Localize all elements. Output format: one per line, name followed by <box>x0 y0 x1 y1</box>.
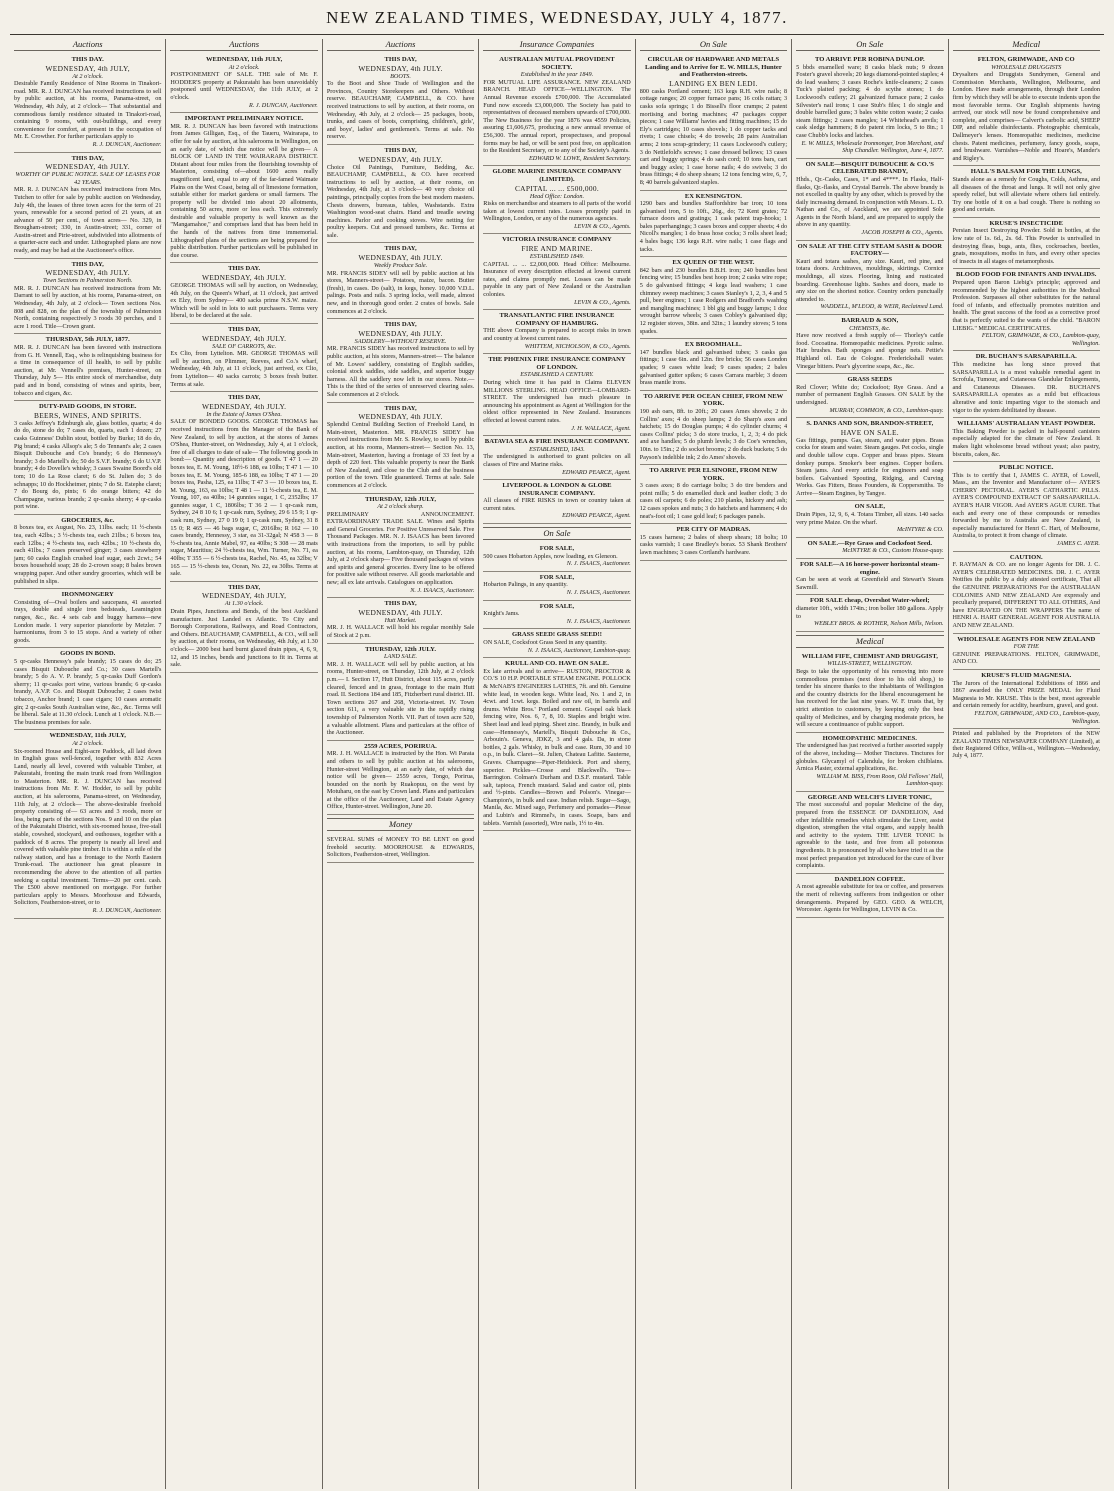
advertisement <box>14 54 161 153</box>
advertisement <box>483 54 630 166</box>
ad-sub: SALE OF CARROTS, &c. <box>212 342 277 350</box>
advertisement <box>170 54 317 113</box>
ad-sign: WADDELL, M'LEOD, & WEIR, Reclaimed Land. <box>820 303 944 311</box>
advertisement <box>796 418 943 501</box>
ad-lead: HOMŒOPATHIC MEDICINES. <box>822 734 917 742</box>
ad-sub: At 2 o'clock. <box>72 72 104 80</box>
ad-sub: CHEMISTS, &c. <box>849 324 891 332</box>
advertisement <box>483 480 630 524</box>
advertisement <box>483 234 630 310</box>
ad-body: Hhds., Qr.-Casks, Cases, 1* and 4****. In Flasks, Half-flasks, Qr.-flasks, and Crystal Barrels. The above brandy is not excelled in quality by any other, which is proved by the daily increasing demand. In conjunction with Messrs. L. D. Nathan and Co., of Auckland, we are appointed Sole Agents in the North Island, and are prepared to supply the above in any quantity. <box>796 175 944 229</box>
advertisement <box>327 145 474 244</box>
advertisement <box>327 598 474 643</box>
masthead: NEW ZEALAND TIMES, WEDNESDAY, JULY 4, 1877. <box>10 8 1104 35</box>
ad-lead: BARRAUD & SON, <box>841 317 899 324</box>
advertisement <box>14 153 161 259</box>
ad-body: Red Clover; White do; Cocksfoot; Rye Grass. And a number of permanent English Grasses. ON SALE by the undersigned. <box>796 383 944 406</box>
ad-sub: WHOLESALE DRUGGISTS <box>991 63 1062 71</box>
ad-body: Splendid Central Building Section of Freehold Land, in Main-street, Masterton. MR. FRANCIS SIDEY has received instructions from Mr. S. Rowley, to sell by public auction, at his rooms, Manners-street— Section No. 13, Main-street, Masterton, having a frontage of 33 feet by a depth of 220 feet. This valuable property is near the Bank of New Zealand, and close to the Club and the business portion of the town. Title guaranteed. Terms at sale. Sale commences at 2 o'clock. <box>326 421 475 489</box>
ad-body: 5 bbds enamelled ware; 8 casks black nuts; 9 dozen Foster's gravel shovels; 20 kegs diamond-pointed staples; 4 do lead washers; 3 cases Roche's knife-cleaners; 2 cases Tuck's plaited packing; 4 do scythe stones; 1 do Lockwood's cutlery; 21 galvanized furnace pans; 2 casks Silvester's nail irons; 1 case Stub's files; 1 do single and double barrelled guns; 3 bales white cotton waste; 2 casks steam fittings; 2 cases mangles; 14 Whitehead's anvils; 1 cask sledge hammers; 8 do patent rim locks, 5 to 8in.; 1 case Chubb's locks and latches. <box>796 63 944 139</box>
ad-sign: McINTYRE & CO., Custom House-quay. <box>842 547 944 555</box>
advertisement <box>170 324 317 392</box>
ad-sub: Town Sections in Palmerston North. <box>43 277 133 285</box>
advertisement <box>796 315 943 374</box>
medical-advertisement <box>796 651 943 733</box>
ad-lead: EX QUEEN OF THE WEST. <box>672 259 755 267</box>
ad-lead: FOR SALE, <box>539 545 575 553</box>
ad-lead: THIS DAY, <box>384 600 417 608</box>
ad-body: SALE OF BONDED GOODS. GEORGE THOMAS has received instructions from the Manager of the Bank of New Zealand, to sell by auction, at the stores of James O'Shea, Hunter-street, on Wednesday, July 4, at 1 o'clock, free of all charges to date of sale— The following goods in bond:— Quantity and description of goods. T 47 1 — 20 boxes tea, E. M. Young, 18½-6 188, ea 10lbs; T 47 1 — 10 boxes tea, E. M. Young, 185-6 188, ea 10lbs; T 47 1 — 20 boxes tea, Pasha, 125, ea 11lbs; T 47 3 — 10 boxes tea, E. M. Young, 163, ea 10lbs; T 48 1 — 11 ½-chests tea, E. M. Young, 107, ea 40lbs; 14 gunnies sugar, 1 C, 2352lbs; 17 gunnies sugar, 1 C, 1806lbs; T 36 2 — 1 qr-cask rum, Sydney, 24 8 10 6; 1 qr-cask rum, Sydney, 29 6 15 9; 1 qr-cask rum, Sydney, 27 0 19 0; 1 qr-cask rum, Sydney, 31 8 15 0; R 465 — 46 bags sugar, C, 2016lbs; R 162 — 10 cases brandy, Hennessy, 3 star, ea 31-32gal; N 458 3 — 8 ½-chests tea, Annie Mabel, 97, ea 40lbs; S 308 — 28 mats sugar, Mauritius; 24 ½-chests tea, Wm. Turner, No. 71, ea 40lbs; T 355 — 6 ½-chests tea, Rachel, No. 45, ea 32lbs; V 165 — 15 ½-chests tea, Ocean, No. 22, ea 30lbs. Terms at sale. <box>170 418 318 578</box>
advertisement <box>796 595 943 631</box>
ad-sub: Weekly Produce Sale. <box>373 262 428 270</box>
advertisement <box>640 524 787 560</box>
ad-sign: WILLIAM M. BISS, From Roon, Old Fellows' Hall, Lambton-quay. <box>816 772 944 788</box>
columns <box>10 39 1104 1489</box>
ad-lead: THIS DAY, <box>384 56 417 63</box>
ad-body: Drysalters and Druggists Sundrymen, General and Commission Merchants, Wellington, Melbourne, and London. Have made arrangements, through their London firm by which they will be able to execute indents upon the most favorable terms. Our English shipments having arrived, our stock will now be found comprehensive and complete, and comprises— Calvert's carbolic acid, SHEEP DIP, and reliable disinfectants. Photographic chemicals, Dallmeyer's lenses. Homœopathic medicines, medicine chests. Patent medicines, perfumery, fancy goods, soaps, and brushware. Varnishes—Noble and Hoare's, Mander's and Rigley's. <box>952 71 1100 162</box>
ad-body: Consisting of—Oval boilers and saucepans, 41 assorted trays, double and single iron bedsteads, Leamington ranges, &c., &c. 4 sets cab and buggy harness—new London made. 1 very superior pianoforte by Metzler. 7 harmoniums, from 3 to 15 stops. And a variety of other goods. <box>14 598 162 644</box>
advertisement <box>796 54 943 159</box>
ad-body: SEVERAL SUMS of MONEY TO BE LENT on good freehold security. MOORHOUSE & EDWARDS, Solicitors, Featherston-street, Wellington. <box>326 836 475 859</box>
advertisement <box>796 241 943 315</box>
ad-sub: FOR THE <box>1013 643 1039 651</box>
advertisement <box>796 538 943 559</box>
ad-lead: PUBLIC NOTICE. <box>999 464 1054 472</box>
ad-lead: FOR SALE, <box>539 602 575 610</box>
advertisement <box>14 259 161 335</box>
advertisement <box>796 374 943 418</box>
ad-body: 190 ash oars, 8ft. to 20ft.; 20 cases Ames shovels; 2 do Collins' axes; 4 do sheep lamps; 2 do Sharp's axes and hatchets; 15 do Douglas pumps; 4 do cylinder churns; 4 cases Collins' picks; 3 do store trucks, 1, 2, 3; 4 do pick and axe handles; 5 do plumb levels; 3 do Coe's wrenches, 10in. to 15in.; 2 do socket brooms; 2 do duck buckets; 5 do Payson's indelible ink; 2 do Ames' shovels. <box>639 407 788 461</box>
ad-body: MR. R. J. DUNCAN has received instructions from Mrs. Tutchen to offer for sale by public auction on Wednesday, July 4th, the leases of three town acres for the term of 21 years, renewable for a second period of 21 years, at an advance of 50 per cent., of town acres— No. 329, in Brougham-street; 330, in Austin-street; 331, corner of Austin-street and Pirie-street, subdivided into allotments of a quarter-acre each and under. Lithographed plans are now ready, and may be had at the Auctioneer's office. <box>14 186 162 255</box>
ad-body: 1290 bars and bundles Staffordshire bar iron; 10 tons galvanised iron, 5 to 10ft., 26g., do; 72 Kent grates; 72 furnace doors and gratings; 1 cask patent trap-hooks; 1 bales paperhangings; 3 cases boxes and copper sheets; 4 do Nicoll's mangles; 1 do brass hose cocks; 3 rolls sheet lead; 4 bales bags; 136 kegs R.H. wire nails; 1 case flags and tacks. <box>639 200 788 253</box>
medical-header: Medical <box>796 635 943 648</box>
ad-body: Persian Insect Destroying Powder. Sold in bottles, at the low rate of 1s. 6d., 2s. 6d. This Powder is unrivalled in destroying fleas, bugs, ants, flies, cockroaches, beetles, gnats, mosquitoes, moths in furs, and every other species of insects in all stages of metamorphosis. <box>952 227 1100 265</box>
ad-sign: EDWARD PEARCE, Agent. <box>562 512 631 520</box>
column-3 <box>323 39 479 1489</box>
column-5 <box>636 39 792 1489</box>
column-1 <box>10 39 166 1489</box>
ad-body: F. RAYMAN & CO. are no longer Agents for DR. J. C. AYER'S CELEBRATED MEDICINES. DR. J. C. AYER Notifies the public by a duly attested certificate, That all the GENUINE PREPARATIONS For the AUSTRALIAN COLONIES AND NEW ZEALAND Are expressly and peculiarly prepared, DIFFERENT TO ALL OTHERS, And have ENGRAVED ON THE WRAPPERS The name of HENRI A. HART GENERAL AGENT FOR AUSTRALIA AND NEW ZEALAND. <box>952 561 1100 629</box>
ad-lead: EX KENSINGTON. <box>684 192 742 200</box>
advertisement <box>953 351 1100 418</box>
ad-title: WEDNESDAY, 4th JULY. <box>358 154 443 164</box>
ad-lead: WEDNESDAY, 11th JULY, <box>205 56 283 63</box>
ad-lead: THIS DAY, <box>384 245 417 253</box>
ad-body: Prepared upon Baron Liebig's principle; approved and recommended by the highest authorities in the Medical Profession. Surpasses all other substitutes for the natural food of infants, and effectually promotes nutrition and health. The great success of the food as a corrective proof that is perfectly suited to the wants of the child. "BARON LIEBIG." MEDICAL CERTIFICATES. <box>952 279 1100 332</box>
ad-lead: PER CITY OF MADRAS. <box>676 526 751 534</box>
ad-lead: IRONMONGERY <box>61 591 114 599</box>
advertisement <box>327 741 474 815</box>
ad-sub: LAND SALE. <box>384 653 418 661</box>
ad-body: Hobarton Palings, in any quantity. <box>483 581 568 589</box>
ad-lead: WEDNESDAY, 11th JULY, <box>49 732 126 740</box>
ad-body: MR. FRANCIS SIDEY has received instructions to sell by public auction, at his stores, Manners-street— The balance of Mr. Lowes' saddlery, consisting of English saddles, colonial stock saddles, side saddles, and superior buggy harness. All the saddlery now left in our stores. Note.—This is the third of the series of unreserved clearing sales. Sale commences at 2 o'clock. <box>326 345 475 398</box>
ad-lead: ON SALE—BISQUIT DUBOUCHE & CO.'S CELEBRATED BRANDY, <box>805 160 934 176</box>
column-header: Medical <box>953 39 1100 51</box>
advertisement <box>170 113 317 263</box>
ad-body: MR. R. J. DUNCAN has received instructions from Mr. Darrant to sell by auction, at his rooms, Panama-street, on Wednesday, 4th July, at 2 o'clock— Town sections Nos. 808 and 828, on the plan of the township of Palmerston North, containing respectively 3 roods 30 perches, and 1 acre 1 rood. Title—Crown grant. <box>14 284 162 330</box>
ad-sign: McINTYRE & CO. <box>896 526 944 534</box>
ad-lead: THIS DAY, <box>384 404 417 412</box>
advertisement <box>483 166 630 234</box>
ad-lead: IMPORTANT PRELIMINARY NOTICE. <box>184 115 304 123</box>
ad-lead: FOR SALE cheap, Overshot Water-wheel; <box>810 597 930 605</box>
advertisement <box>170 392 317 582</box>
ad-lead: WHOLESALE AGENTS FOR NEW ZEALAND <box>957 635 1096 643</box>
ad-lead: GLOBE MARINE INSURANCE COMPANY (LIMITED). <box>492 168 622 183</box>
advertisement <box>483 310 630 354</box>
ad-lead: WILLIAMS' AUSTRALIAN YEAST POWDER. <box>957 420 1096 428</box>
advertisement <box>640 257 787 339</box>
ad-lead: TO ARRIVE PER OCEAN CHIEF, FROM NEW YORK. <box>643 392 784 408</box>
imprint-footer: Printed and published by the Proprietors of the NEW ZEALAND TIMES NEWSPAPER COMPANY (Limited), at their Registered Office, Willis-st., Wellington.—Wednesday, July 4, 1877. <box>952 731 1100 760</box>
ad-body: This is to certify that I, JAMES C. AYER, of Lowell, Mass., am the Inventor and Manufacturer of— AYER'S CHERRY PECTORAL. AYER'S CATHARTIC PILLS. AYER'S COMPOUND EXTRACT OF SARSAPARILLA. AYER'S HAIR VIGOR. And AYER'S AGUE CURE. That each and every one of these compounds or remedies forwarded by me to Australia are New Zealand, is especially manufactured for Henri C. Hart, of Melbourne, Australia, to protect it from change of climate. <box>952 471 1100 540</box>
ad-sign: J. H. WALLACE, Agent. <box>571 424 631 432</box>
advertisement <box>953 269 1100 351</box>
advertisement <box>327 403 474 494</box>
ad-lead: THE PHŒNIX FIRE INSURANCE COMPANY OF LONDON. <box>488 356 626 371</box>
column-header: On Sale <box>796 39 943 51</box>
ad-sign: JACOB JOSEPH & CO., Agents. <box>861 229 944 237</box>
medical-advertisement <box>796 792 943 874</box>
ad-body: Drain Pipes, Junctions and Bends, of the best Auckland manufacture. Just Landed ex Atlantic. To City and Borough Corporations, Railways, and Road Contractors, and Others. BEAUCHAMP, CAMPBELL, & CO., will sell by auction, at their rooms, on Wednesday, 4th July, at 1.30 o'clock— 2000 best hard burnt glazed drain pipes, 4, 6, 9, 12, and 15 inches, bends and junctions to fit in. Terms at sale. <box>170 608 318 669</box>
ad-lead: DR. BUCHAN'S SARSAPARILLA. <box>975 353 1077 361</box>
ad-body: CAPITAL ... ... £2,000,000. Head Office: Melbourne. Insurance of every description effected at lowest current rates, and claims promptly met. Losses can be made payable in any part of New Zealand or the Australian colonies. <box>483 260 631 299</box>
ad-lead: AUSTRALIAN MUTUAL PROVIDENT SOCIETY. <box>499 56 615 71</box>
ad-lead: DUTY-PAID GOODS, IN STORE. <box>38 403 137 411</box>
on-sale-advertisement <box>483 629 630 658</box>
ad-title: WEDNESDAY, 4th JULY. <box>201 273 287 283</box>
column-header: Auctions <box>14 39 161 51</box>
ad-lead: S. DANKS AND SON, BRANDON-STREET, <box>806 420 934 428</box>
ad-lead: THIS DAY, <box>228 326 261 333</box>
ad-title: CAPITAL ... ... £500,000. <box>514 183 599 193</box>
advertisement <box>14 515 161 589</box>
ad-lead: KRUSE'S FLUID MAGNESIA. <box>981 671 1072 679</box>
ad-lead: BATAVIA SEA & FIRE INSURANCE COMPANY. <box>484 438 630 446</box>
ad-lead: THIS DAY. <box>71 56 104 63</box>
advertisement <box>640 54 787 191</box>
medical-advertisement <box>796 733 943 792</box>
ad-title: WEDNESDAY, 4th JULY. <box>45 162 130 172</box>
advertisement <box>14 401 161 515</box>
ad-body: The Jurors of the International Exhibitions of 1866 and 1867 awarded the ONLY PRIZE MEDAL for Fluid Magnesia to Mr. KRUSE. This is the best, most agreeable and certain remedy for acidity, heartburn, gravel, and gout. <box>952 679 1100 710</box>
ad-sub: Head Office: London. <box>529 192 585 200</box>
ad-body: 147 bundles black and galvanised tubes; 3 casks gas fittings; 1 case 6in. and 12in. fire bricks; 56 cases London spades; 9 cases white lead; 9 cases spades; 2 bales galvanised gutter spikes; 6 cases Carrara marble; 3 dozen brass mantle irons. <box>639 348 788 387</box>
ad-sub: ESTABLISHED, 1843. <box>529 445 585 453</box>
ad-body: The undersigned is authorised to grant policies on all classes of Fire and Marine risks. <box>483 453 631 468</box>
advertisement <box>14 730 161 918</box>
ad-lead: FOR SALE—A 16 horse-power horizontal steam-engine. <box>800 561 940 576</box>
ad-body: 8 boxes tea, ex August, No. 23, 11lbs. each; 11 ½-chests tea, each 42lbs.; 3 ½-chests tea, each 21lbs.; 6 boxes tea, each 12lbs.; 4 ½-chests tea, each 42lbs.; 10 ½-chests do, each 41lbs.; 7 cases preserved ginger; 3 cases strawberry jam; 60 casks English crushed loaf sugar, each 2cwt.; 54 boxes household soap; 28 do 2-crown soap; 8 bales brown wrapping paper. And other sundry groceries, which will be published in slips. <box>14 524 162 585</box>
on-sale-advertisement <box>483 543 630 572</box>
ad-lead: KRULL AND CO. HAVE ON SALE. <box>505 660 609 668</box>
ad-sign: E. W. MILLS, Wholesale Ironmonger, Iron Merchant, and Ship Chandler. Wellington, June 4, 1877. <box>801 139 944 155</box>
ad-body: diameter 10ft., width 174in.; iron boller 180 gallons. Apply to <box>796 605 944 620</box>
ad-lead: TO ARRIVE PER ELSINORE, FROM NEW YORK. <box>649 467 778 482</box>
ad-sign: EDWARD PEARCE, Agent. <box>562 468 631 476</box>
column-header: On Sale <box>640 39 787 51</box>
ad-lead: TO ARRIVE PER ROBINA DUNLOP. <box>814 56 925 63</box>
ad-body: MR. J. H. WALLACE will hold his regular monthly Sale of Stock at 2 p.m. <box>326 624 475 639</box>
advertisement <box>953 634 1100 670</box>
column-4 <box>479 39 635 1489</box>
ad-body: Gas fittings, pumps. Gas, steam, and water pipes. Brass cocks for steam and water. Steam gauges. Pet cocks, single and double tallow cups. Copper and brass pipes. Steam donkey pumps. Smoker's beer engines. Copper boilers. Steam jams. And every article for engineers and soap boilers. Galvanised Spouting, Ridging, and Curving Works. Gas Fitters, Brass Founders, & Coppersmiths. To Arrive—Steam Engines, by Tangye. <box>796 436 944 497</box>
ad-sub: At 1.30 o'clock. <box>224 600 264 608</box>
ad-lead: VICTORIA INSURANCE COMPANY <box>502 236 612 244</box>
ad-title: FIRE AND MARINE. <box>521 244 593 254</box>
ad-lead: GRASS SEED! GRASS SEED!! <box>511 631 602 639</box>
ad-sign: N. J. ISAACS, Auctioneer. <box>566 560 631 568</box>
ad-body: Drain Pipes, 12, 9, 6, 4. Totara Timber, all sizes. 140 sacks very prime Maize. On the wharf. <box>796 511 944 526</box>
ad-lead: THIS DAY, <box>71 260 104 268</box>
advertisement <box>327 54 474 145</box>
ad-lead: THIS DAY, <box>228 583 261 591</box>
ad-title: WEDNESDAY, 4th JULY. <box>201 333 287 343</box>
ad-body: This Baking Powder is packed in half-pound canisters especially adapted for the climate of New Zealand. It makes light wholesome bread without yeast; also pastry, biscuits, cakes, &c. <box>952 427 1100 458</box>
ad-title: LANDING EX BEN LEDI. <box>669 78 758 88</box>
ad-body: During which time it has paid in Claims ELEVEN MILLIONS STERLING. HEAD OFFICE—LOMBARD-STREET. The undersigned has much pleasure in announcing his appointment as Agent at Wellington for the oldest office represented in New Zealand. Insurances effected at lowest current rates. <box>483 378 631 424</box>
ad-title: WEDNESDAY, 4th JULY. <box>358 253 443 263</box>
ad-lead: THURSDAY, 12th JULY, <box>365 495 436 503</box>
ad-sign: JAMES C. AYER. <box>1056 540 1100 548</box>
ad-body: MR. FRANCIS SIDEY will sell by public auction at his stores, Manners-street— Potatoes, maize, bacon. Butter (fresh), in cases. Do (salt), in kegs, honey. 10,000 V.D.L. palings. Posts and rails. 3 spring locks, well made, almost new, and in thorough good order. 2 crates of bowls. Sale commences at 2 o'clock. <box>326 269 475 315</box>
ad-sub: WORTHY OF PUBLIC NOTICE. SALE OF LEASES FOR 42 YEARS. <box>15 171 160 186</box>
on-sale-header: On Sale <box>483 527 630 540</box>
ad-body: 800 casks Portland cement; 163 kegs R.H. wire nails; 8 cottage ranges; 20 copper furnace pans; 16 coils rattan; 3 casks sofa springs; 1 do Bissell's floor cramps; 2 patent mortising and boring machines; 47 packages copper pieces; 1 case Williams' havies and fitting machines; 15 do Ely's cartridges; 10 cases shovels; 1 do copper tacks and rivets; 1 case chisels; 4 do trowels; 28 pairs Australian arms; 2 tons scrap-grindery; 11 cases Lockwood's cutlery; 3 do Nettlefold's screws; 1 case dressed bellows; 13 cases cart and buggy springs; 4 do sash cord; 10 tons bars, cart and buggy axles; 1 case horse nails; 4 do swivels; 3 do brass fittings; 4 do sheep shears; 12 tons fencing wire, 6, 7, 8; 40 barrels galvanized staples. <box>639 87 788 186</box>
ad-body: Ex late arrivals and to arrive— RUSTON, PROCTOR & CO.'S 10 H.P. PORTABLE STEAM ENGINE. POLLOCK & McNAB'S ENGINEERS LATHES, 7ft. and 8ft. Genuine white lead, in wooden kegs. White lead, No. 1 and 2, in 4cwt. and 1cwt. kegs. Boiled and raw oil, in barrels and drums. White Bros.' Portland cement. Gospel oak black fencing wire, Nos. 6, 7, 8, 10. Staples and bright wire. Sheet lead and lead piping. Sheet zinc. Brandy, in bulk and case—Hennessy's, Martell's, Bisquit Dubouche & Co., Arbouin's. Geneva, JDKZ, 3 and 4 gals. Da, in stone bottles, 2 gals. Whisky, in bulk and case. Rum, 30 and 10 o.p., in bulk. Claret—St. Julien, Chateau Lafitte. Sauterne, Graves. Champagne—Piper-Heidsieck. Port and sherry, superior. Pickles—Crosse and Blackwell's. Tea—Barrington. Colman's Durham and D.S.F. mustard. Table salt, tapioca, French mustard. Salad and castor oil, pints and ½-pints. Candles—Brown and Polson's. Vinegar—Champion's, in bulk and case. Indian relish. Sugar—Sago, Manila, &c. Mixed sago, Perfumery and pomades—Piesse and Lubin's and Rimmel's, in cases. Soaps, bars and tablets. Varnish (assorted), Wire nails, 1½ to 4in. <box>483 667 631 827</box>
medical-advertisement <box>796 874 943 918</box>
advertisement <box>14 648 161 730</box>
ad-body: Risks on merchandise and steamers to all parts of the world taken at lowest current rates. Losses promptly paid in Wellington, London, or any of the numerous agencies. <box>483 200 631 223</box>
ad-sign: LEVIN & CO., Agents. <box>574 298 631 306</box>
ad-body: THE above Company is prepared to accept risks in town and country at lowest current rates. <box>483 327 631 342</box>
ad-sign: N. J. ISAACS, Auctioneer. <box>566 617 631 625</box>
ad-body: MR. R. J. DUNCAN has been favored with instructions from G. H. Vennell, Esq., who is relinquishing business for a time in consequence of ill health, to sell by public auction, at Mr. Vennell's premises, Hunter-street, on Thursday, July 5— His entire stock of merchandise, duty paid and in bond, consisting of wines and spirits, beer, tobacco and cigars, &c. <box>14 344 162 397</box>
ad-sub: ESTABLISHED A CENTURY. <box>520 371 594 379</box>
ad-lead: CAUTION. <box>1009 553 1043 561</box>
advertisement <box>327 644 474 741</box>
ad-body: Ex Clio, from Lyttelton. MR. GEORGE THOMAS will sell by auction, on Plimmer, Reeves, and Co.'s wharf, Wednesday, 4th July, at 11 o'clock, just arrived, ex Clio, from Lyttelton— 40 sacks carrots; 3 boxes fresh butter. Terms at sale. <box>170 350 318 388</box>
column-7 <box>949 39 1104 1489</box>
advertisement <box>640 191 787 258</box>
ad-title: WEDNESDAY, 4th JULY. <box>358 328 443 338</box>
column-2 <box>166 39 322 1489</box>
ad-sign: FELTON, GRIMWADE, AND CO., Lambton-quay, Wellington. <box>974 709 1100 725</box>
ad-body: 3 cases axes; 8 do carriage bolts; 3 do tire benders and point mills; 5 do enamelled duck and leather cloth; 3 do cases oil carpets; 6 do poles; 210 planks, hickory and ash; 12 cases spokes and nuts; 3 do hatchets and hammers; 4 do neat's-foot oil; 1 case gold leaf; 6 packages panels. <box>639 482 788 520</box>
ad-body: A most agreeable substitute for tea or coffee, and preserves the merit of relieving sufferers from indigestion or other derangements. Prepared by GEO. GEO. & WELCH, Worcester. Agents for Wellington, LEVIN & Co. <box>796 883 944 914</box>
advertisement <box>796 559 943 595</box>
ad-body: Begs to take the opportunity of his removing into more commodious premises (next door to his old shop,) to tender his sincere thanks to the inhabitants of Wellington and the country districts for the liberal encouragement he has received for the last nine years. W. F. trusts that, by strict attention to customers, by keeping only the best quality of Medicines, and by charging moderate prices, he will secure a continuance of public support. <box>796 667 944 729</box>
ad-lead: HALL'S BALSAM FOR THE LUNGS, <box>970 168 1082 176</box>
ad-lead: CIRCULAR OF HARDWARE AND METALS Landing and to Arrive for E. W. MILLS, Hunter and Featherston-streets. <box>645 56 782 79</box>
on-sale-advertisement <box>483 658 630 831</box>
ad-body: FOR MUTUAL LIFE ASSURANCE. NEW ZEALAND BRANCH. HEAD OFFICE—WELLINGTON. The Annual Revenue exceeds £700,000. The Accumulated Fund now exceeds £3,000,000. The Society has paid to representatives of deceased members upwards of £700,000. The New Business for the year 1876 was 4559 Policies, assuring £1,606,675, producing a new annual revenue of £56,300. The annual report, prospectuses, and proposal forms may be had, or will be sent post free, on application to the Resident Secretary, or to any of the Society's Agents. <box>483 78 631 155</box>
ad-body: MR. J. H. WALLACE is instructed by the Hon. Wi Parata and others to sell by public auction at his salerooms, Hunter-street Wellington, at an early date, of which due notice will be given— 2559 acres, Tongo, Porirua, bounded on the north by Ruakopuu, on the west by Motuharu, on the east by Crown land. Plans and particulars at the office of the Auctioneer, Land and Estate Agency Office, Hunter-street. Wellington, June 20. <box>326 750 475 811</box>
ad-body: GENUINE PREPARATIONS. FELTON, GRIMWADE, AND CO. <box>952 650 1100 666</box>
ad-body: 842 bars and 230 bundles B.B.H. iron; 240 bundles best fencing wire; 15 bundles best hoop iron; 2 casks wire rope; 5 do galvanised fittings; 4 kegs lead washers; 1 case chimney sweep machines; 3 cases Stanley's 1, 2, 3, 4 and 5 pull, beer engines; 1 case Rodgers and Bradford's washing and mangling machines; 1 bbl gig and buggy lamps; 1 doz wrought barrow wheels; 3 cases Cobley's galvanised dip; 12 register stoves, 38in. and 32in.; 1 laundry stoves; 5 tons spades. <box>639 266 788 335</box>
ad-sign: MURRAY, COMMON, & CO., Lambton-quay. <box>829 406 944 414</box>
ad-body: To the Boot and Shoe Trade of Wellington and the Provinces, Country Storekeepers and Others. Without reserve. BEAUCHAMP, CAMPBELL, & CO. have received instructions to sell by auction, at their rooms, on Wednesday, 4th July, at 2 o'clock— 25 packages, boots, trunks, and cases of boots, comprising, children's, girls', and boys', ladies' and gentlemen's. Terms at sale. No reserve. <box>326 80 475 141</box>
ad-sub: At 2 o'clock. <box>72 739 104 747</box>
ad-sign: FELTON, GRIMWADE, & CO., Lambton-quay, Wellington. <box>981 332 1100 347</box>
advertisement <box>327 243 474 319</box>
ad-sign: N. J. ISAACS, Auctioneer. <box>410 586 475 594</box>
advertisement <box>953 218 1100 270</box>
advertisement <box>170 582 317 673</box>
ad-body: Have now received a fresh supply of— Thorley's cattle food. Cocoatina. Homœopathic medicines. Pyrotic sulme. Hair brushes. Bath sponges and sponge nets. Pettie's Highland oil. Eau de Cologne. Frederickshall water. Vinegar bitters. Pear's glycerine soaps, &c., &c. <box>796 332 944 370</box>
ad-lead: FELTON, GRIMWADE, AND CO <box>977 56 1075 63</box>
advertisement <box>640 465 787 524</box>
ad-body: Knight's Jams. <box>483 610 520 618</box>
ad-sign: R. J. DUNCAN, Auctioneer. <box>249 101 318 109</box>
ad-lead: KRUSE'S INSECTICIDE <box>989 219 1063 227</box>
ad-lead: BLOOD FOOD FOR INFANTS AND INVALIDS. <box>956 271 1097 279</box>
ad-lead: WILLIAM FIFE, CHEMIST AND DRUGGIST, <box>801 652 938 660</box>
ad-body: 15 cases harness; 2 bales of sheep shears; 18 bolts; 10 casks varnish; 1 case Bradley's borax. 53 Shank Brothers' lawn machines; 3 cases Cortland's hardware. <box>639 533 788 557</box>
advertisement <box>483 354 630 436</box>
ad-sub: WILLIS-STREET, WELLINGTON. <box>827 660 913 668</box>
ad-body: This medicine has long since proved that SARSAPARILLA is a most valuable remedial agent in Scrofula, Tumour, and Cutaneous Glandular Enlargements, and Cutaneous Diseases. DR. BUCHAN'S SARSAPARILLA operates as a mild but efficacious alterative and tonic imparting vigor to the stomach and vigor to the system debilitated by disease. <box>952 360 1100 414</box>
advertisement <box>327 494 474 599</box>
ad-title: WEDNESDAY, 4th JULY. <box>358 412 443 422</box>
ad-lead: 2559 ACRES, PORIRUA. <box>364 742 437 750</box>
on-sale-advertisement <box>483 601 630 630</box>
advertisement <box>14 589 161 648</box>
column-header: Auctions <box>170 39 317 51</box>
ad-lead: THURSDAY, 12th JULY. <box>365 645 436 653</box>
ad-body: PRELIMINARY ANNOUNCEMENT. EXTRAORDINARY TRADE SALE. Wines and Spirits and General Groceries. For Positive Unreserved Sale. Five Thousand Packages. MR. N. J. ISAACS has been favored with instructions from the importers, to sell by public auction, at his rooms, Lambton-quay, on Thursday, 12th July, at 2 o'clock sharp— Five thousand packages of wines and spirits and general groceries. Every line to be offered for positive sale without reserve. All goods marketable and new; all ex late arrivals. Catalogues on application. <box>326 510 475 587</box>
ad-sub: BOOTS. <box>390 72 411 80</box>
ad-sub: Established in the year 1849. <box>520 71 594 79</box>
ad-body: 500 cases Hobarton Apples, now loading, ex Gleneon. <box>483 552 618 560</box>
ad-sub: In the Estate of James O'Shea. <box>206 410 282 418</box>
ad-title: BEERS, WINES, AND SPIRITS. <box>33 410 142 420</box>
advertisement <box>953 166 1100 218</box>
ad-lead: GEORGE AND WELCH'S LIVER TONIC, <box>807 793 932 801</box>
ad-lead: GOODS IN BOND. <box>60 650 116 658</box>
ad-body: Kauri and totara sashes, any size. Kauri, red pine, and totara doors. Architraves, mouldings, skirtings. Cornice mouldings, all sizes. Flooring, lining and rusticated boarding. Greenhouse lights. Sashes and doors, made to any size on the shortest notice. Country orders punctually attended to. <box>796 257 944 303</box>
ad-body: POSTPONEMENT OF SALE. THE sale of Mr. F. HODDER'S property at Pakuratahi has been unavoidably postponed until WEDNESDAY, the 11th JULY, at 2 o'clock. <box>170 71 318 101</box>
ad-sub: At 2 o'clock sharp. <box>377 503 424 511</box>
ad-lead: EX BROOMHALL. <box>685 341 742 349</box>
advertisement <box>640 391 787 465</box>
ad-lead: THIS DAY, <box>228 394 261 402</box>
advertisement <box>14 334 161 401</box>
ad-title: WEDNESDAY, 4th JULY, <box>45 63 130 73</box>
ad-body: 3 casks Jeffrey's Edinburgh ale, glass bottles, quarts; 4 do do do, stone do do; 7 cases do, quarts, each 1 dozen; 27 casks Guinness' Dublin stout, bottled by Burke; 18 do do, Pig brand; 4 casks Allsop's ale; 5 do Tennant's ale; 2 cases Bisquit Dubouche and Co's brandy; 6 do Hennessy's brandy; 3 do Martell's do; 50 do S.V.F. brandy; 6 do U.V.P. brandy; 4 do Dovelle's whisky; 3 cases Swaine Boord's old tom; 10 do La Rose claret; 6 do St. Julien do; 3 do schnapps; 10 do Hockheimer, pints; 7 do St. Estephe claret; 7 do Bourg do, pints; 6 do orange bitters; 42 do Champagne, various brands; 2 qr-casks sherry; 4 qr-casks port wine. <box>14 419 162 511</box>
ad-lead: THURSDAY, 5th JULY, 1877. <box>45 336 130 344</box>
ad-lead: THIS DAY. <box>228 265 261 273</box>
ad-title: WEDNESDAY, 4th JULY, <box>201 591 287 601</box>
ad-sign: WHITTEM, NICHOLSON, & CO., Agents. <box>524 342 631 350</box>
column-header: Auctions <box>327 39 474 51</box>
ad-sign: N. J. ISAACS, Auctioneer, Lambton-quay. <box>527 646 631 654</box>
ad-lead: GRASS SEEDS <box>847 376 893 384</box>
ad-lead: TRANSATLANTIC FIRE INSURANCE COMPANY OF HAMBURG. <box>499 312 615 327</box>
ad-lead: ON SALE.—Rye Grass and Cocksfoot Seed. <box>807 539 933 547</box>
ad-body: MR. R. J. DUNCAN has been favored with instructions from James Gilligan, Esq., of the Taueru, Wairarapa, to offer for sale by auction, at his salerooms in Wellington, on an early date, of which due notice will be given— A BLOCK OF LAND IN THE WAIRARAPA DISTRICT. Distant about four miles from the flourishing township of Masterton, consisting of—about 1600 acres really magnificent land, equal to any of the far-famed Waimate Plains on the West Coast, being all of limestone formation, suitable either for market gardens or small farmers. The property will be divided into about 20 allotments, containing 50 acres, more or less each. This extremely desirable and valuable property is well known as the "Mangamahoe," and comprises land that has been held in the hands of the natives from time immemorial. Lithographed plans of the sections are being prepared for public distribution. Further particulars will be published in due course. <box>170 122 318 259</box>
ad-title: WEDNESDAY, 4th JULY. <box>358 607 443 617</box>
ad-body: Can be seen at work at Greenfield and Stewart's Steam Sawmill. <box>796 576 944 591</box>
ad-lead: LIVERPOOL & LONDON & GLOBE INSURANCE COMPANY. <box>502 482 612 497</box>
ad-title: WEDNESDAY, 4th JULY. <box>358 63 443 73</box>
ad-body: The most successful and popular Medicine of the day, prepared from the ESSENCE OF DANDELION, And other infallible remedies which stimulate the Liver, assist digestion, strengthen the vital organs, and supply health and activity to the system. THE LIVER TONIC Is agreeable to the taste, and free from all poisonous ingredients. It is pronounced by all who have tried it as the most perfect preparation yet introduced for the cure of liver complaints. <box>796 801 944 870</box>
ad-body: Choice Oil Paintings, Furniture, Bedding, &c. BEAUCHAMP, CAMPBELL, & CO. have received instructions to sell by auction, at their rooms, on Wednesday, 4th July, at 3 o'clock— 40 very choice oil paintings, principally copies from the best modern masters. Chests drawers, bureaus, tables, Washstands. Extra Washington wood-seat chairs. Hand and treadle sewing machines. Parlor and cooking stoves. Wire netting for poultry keepers. Cut and pressed tumbers, &c. Terms at sale. <box>326 163 475 239</box>
ad-title: HAVE ON SALE. <box>840 427 899 437</box>
ad-body: Desirable Family Residence of Nine Rooms in Tinakori-road. MR. R. J. DUNCAN has received instructions to sell by public auction, at his rooms, Panama-street, on Wednesday, 4th July, at 2 o'clock— That substantial and commodious family residence situated in Tinakori-road, containing 9 rooms, with out-buildings, and every convenience for comfort, at present in the occupation of Mr. E. Crowther. For further particulars apply to <box>14 80 162 141</box>
ad-sign: R. J. DUNCAN, Auctioneer. <box>92 906 162 914</box>
ad-body: MR. J. H. WALLACE will sell by public auction, at his rooms, Hunter-street, on Thursday, 12th July, at 2 o'clock p.m.— I. Section 17, Hutt District, about 115 acres, partly cleared, fenced and in grass, frontage to the main Hutt road. II. Sections 184 and 185, Fitzherbert rural district. III. Town sections 267 and 268, Victoria-street. IV. Town section 611, a very valuable site in the rapidly rising township of Palmerston North. VII. Part of town acre 520, a valuable allotment. Plans and particulars at the office of the Auctioneer. <box>326 660 475 737</box>
ad-body: GEORGE THOMAS will sell by auction, on Wednesday, 4th July, on the Queen's Wharf, at 11 o'clock, just arrived ex Elzy, from Sydney— 400 sacks prime N.S.W. maize. Which will be sold in lots to suit purchasers. Terms very liberal, to be declared at the sale. <box>170 282 318 320</box>
ad-sub: Hutt Market. <box>384 616 417 624</box>
ad-title: WEDNESDAY, 4th JULY. <box>45 268 130 278</box>
ad-title: WEDNESDAY, 4th JULY. <box>201 401 287 411</box>
ad-lead: ON SALE, <box>854 503 886 511</box>
ad-lead: GROCERIES, &c. <box>61 516 115 524</box>
column-header: Insurance Companies <box>483 39 630 51</box>
advertisement <box>640 339 787 391</box>
advertisement <box>327 319 474 402</box>
advertisement <box>796 159 943 241</box>
column-6 <box>792 39 948 1489</box>
advertisement <box>953 462 1100 552</box>
ad-body: 5 qr-casks Hennessy's pale brandy; 15 cases do do; 25 cases Bisquit Dubouche and Co.; 30 cases Martell's brandy; 5 do A. V. P. brandy; 5 qr-casks Duff Gordon's sherry; 11 qr-casks port wine, various brands; 6 qr-casks brandy, A.V.P. Co. and Bisquit Dubouche; 2 cases twist tobacco, Anchor brand; 1 case cigars; 10 cases aromatic gin; 2 qr-casks South Australian wine, &c., &c. Terms will be liberal. Sale at 11.30 o'clock. Lunch at 1 o'clock. N.B.—The business premises for sale. <box>14 657 162 726</box>
ad-sign: LEVIN & CO., Agents. <box>574 222 631 230</box>
ad-sign: R. J. DUNCAN, Auctioneer. <box>92 140 162 148</box>
ad-lead: FOR SALE, <box>539 573 575 581</box>
advertisement <box>953 670 1100 729</box>
advertisement <box>953 54 1100 166</box>
ad-sign: WEBLEY BROS. & ROTHER, Nelson Mills, Nelson. <box>813 620 944 628</box>
ad-lead: DANDELION COFFEE. <box>834 875 905 883</box>
advertisement <box>953 552 1100 634</box>
advertisement <box>170 263 317 324</box>
advertisement <box>796 501 943 537</box>
ad-lead: THIS DAY, <box>384 146 417 154</box>
ad-lead: ON SALE AT THE CITY STEAM SASH & DOOR FACTORY— <box>797 242 943 258</box>
ad-body: ON SALE, Cocksfoot Grass Seed in any quantity. <box>483 639 607 646</box>
ad-sub: At 2 o'clock. <box>228 63 260 71</box>
ad-body: Six-roomed House and Eight-acre Paddock, all laid down in English grass well-fenced, together with 832 Acres Land, nearly all level, covered with valuable Timber, at Pakuratahi, fronting the main trunk road from Wellington to Masterton. MR. R. J. DUNCAN has received instructions from Mr. F. W. Hodder, to sell by public auction, at his salerooms, Panama-street, on Wednesday, 11th July, at 2 o'clock— The above-desirable freehold property consisting of— 63 acres and 3 roods, more or less, being parts of the sections Nos. 9 and 10 on the plan of the Pakuratahi District, with six-roomed house, five-stall stable, cowshed, stockyard, and outhouses, together with a paddock of 8 acres. The property is nearly all level and covered with valuable pine timber. It is within a mile of the railway station, and has a frontage to the North Eastern Trunk-road. The auctioneer has great pleasure in recommending the above to the attention of all parties seeking a capital investment. Terms—20 per cent. cash. The £500 above mentioned on mortgage. For further particulars apply to Messrs. Moorhouse and Edwards, Solicitors, Featherston-street, or to <box>14 747 162 907</box>
advertisement <box>483 436 630 480</box>
ad-sub: SADDLERY—WITHOUT RESERVE. <box>354 337 447 345</box>
ad-lead: THIS DAY, <box>384 321 417 329</box>
ad-lead: THIS DAY, <box>71 154 104 162</box>
advertisement <box>953 418 1100 462</box>
money-header: Money <box>327 818 474 831</box>
ad-body: Stands alone as a remedy for Coughs, Colds, Asthma, and all diseases of the throat and lungs. It will not only give speedy relief, but will alleviate where others fail entirely. Try one bottle of it on a bad cough. There is nothing so good and certain. <box>952 175 1100 214</box>
ad-body: All classes of FIRE RISKS in town or country taken at current rates. <box>483 497 631 512</box>
ad-sign: EDWARD W. LOWE, Resident Secretary. <box>528 154 631 162</box>
on-sale-advertisement <box>483 572 630 601</box>
ad-body: The undersigned has just received a further assorted supply of the above, including— Mother Tinctures. Tinctures for globules. Glycamyl of Calendula, for broken chilblains. Arnica Plaster, external applications, &c. <box>796 742 944 773</box>
ad-sub: ESTABLISHED 1849. <box>529 253 585 261</box>
money-advertisement <box>327 834 474 863</box>
ad-sign: N. J. ISAACS, Auctioneer. <box>566 589 631 597</box>
